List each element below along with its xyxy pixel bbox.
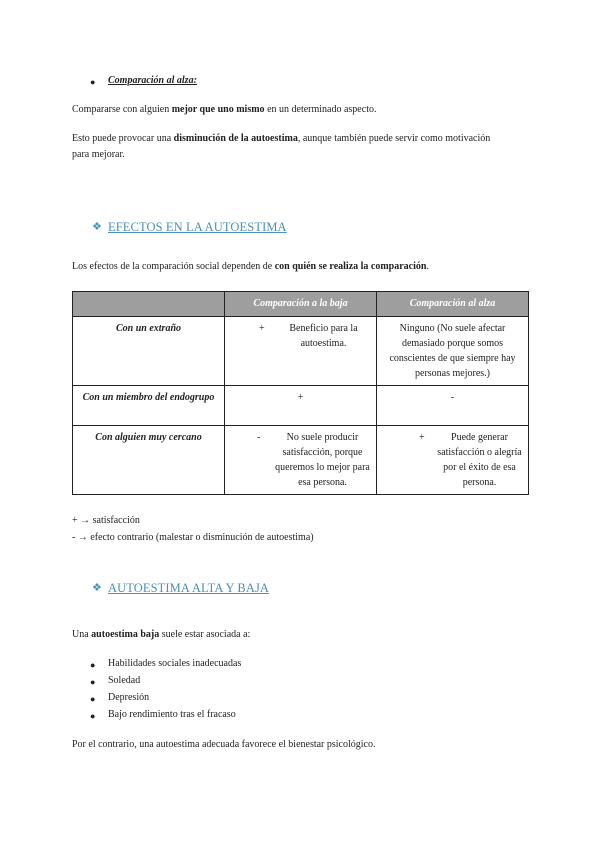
row-label: Con alguien muy cercano — [73, 426, 225, 495]
heading-efectos: EFECTOS EN LA AUTOESTIMA — [108, 220, 287, 234]
paragraph-disminucion: Esto puede provocar una disminución de la autoestima, aunque también puede servir como motivación para mejorar. — [72, 133, 491, 160]
bullet-dot-icon: ● — [90, 677, 96, 687]
table-cell: + Beneficio para la autoestima. — [225, 317, 377, 386]
bullet-dot-icon: ● — [90, 711, 96, 721]
row-label: Con un miembro del endogrupo — [73, 386, 225, 426]
paragraph-compararse: Compararse con alguien mejor que uno mismo en un determinado aspecto. — [72, 104, 377, 115]
table-header-cell: Comparación a la baja — [225, 292, 377, 317]
table-cell: + — [225, 386, 377, 426]
table-row — [73, 426, 529, 495]
list-item: Habilidades sociales inadecuadas — [108, 658, 242, 669]
paragraph-autoestima-intro: Una autoestima baja suele estar asociada a: — [72, 629, 251, 640]
bullet-dot-icon: ● — [90, 660, 96, 670]
table-header-cell: Comparación al alza — [377, 292, 529, 317]
comparacion-alza-title: Comparación al alza: — [108, 75, 197, 86]
table-cell: - — [377, 386, 529, 426]
list-item: Depresión — [108, 692, 150, 703]
row-label: Con un extraño — [73, 317, 225, 386]
list-item: Bajo rendimiento tras el fracaso — [108, 709, 236, 720]
bullet-dot-icon: ● — [90, 77, 96, 87]
table-cell: + Puede generar satisfacción o alegría por el éxito de esa persona. — [377, 426, 529, 495]
table-cell: - No suele producir satisfacción, porque queremos lo mejor para esa persona. — [225, 426, 377, 495]
table-row — [73, 386, 529, 426]
table-row — [73, 317, 529, 386]
bullet-dot-icon: ● — [90, 694, 96, 704]
comparison-table — [72, 291, 529, 495]
paragraph-closing: Por el contrario, una autoestima adecuada favorece el bienestar psicológico. — [72, 739, 376, 750]
list-item: Soledad — [108, 675, 141, 686]
paragraph-efectos-intro: Los efectos de la comparación social dependen de con quién se realiza la comparación. — [72, 261, 429, 272]
diamond-bullet-icon: ❖ — [92, 221, 102, 233]
table-header-cell — [73, 292, 225, 317]
heading-autoestima: AUTOESTIMA ALTA Y BAJA — [108, 581, 270, 595]
table-header-row — [73, 292, 529, 317]
legend-minus: - → efecto contrario (malestar o disminución de autoestima) — [72, 532, 314, 543]
table-cell: Ninguno (No suele afectar demasiado porque somos conscientes de que siempre hay personas mejores.) — [377, 317, 529, 386]
legend-plus: + → satisfacción — [72, 515, 140, 526]
diamond-bullet-icon: ❖ — [92, 582, 102, 594]
